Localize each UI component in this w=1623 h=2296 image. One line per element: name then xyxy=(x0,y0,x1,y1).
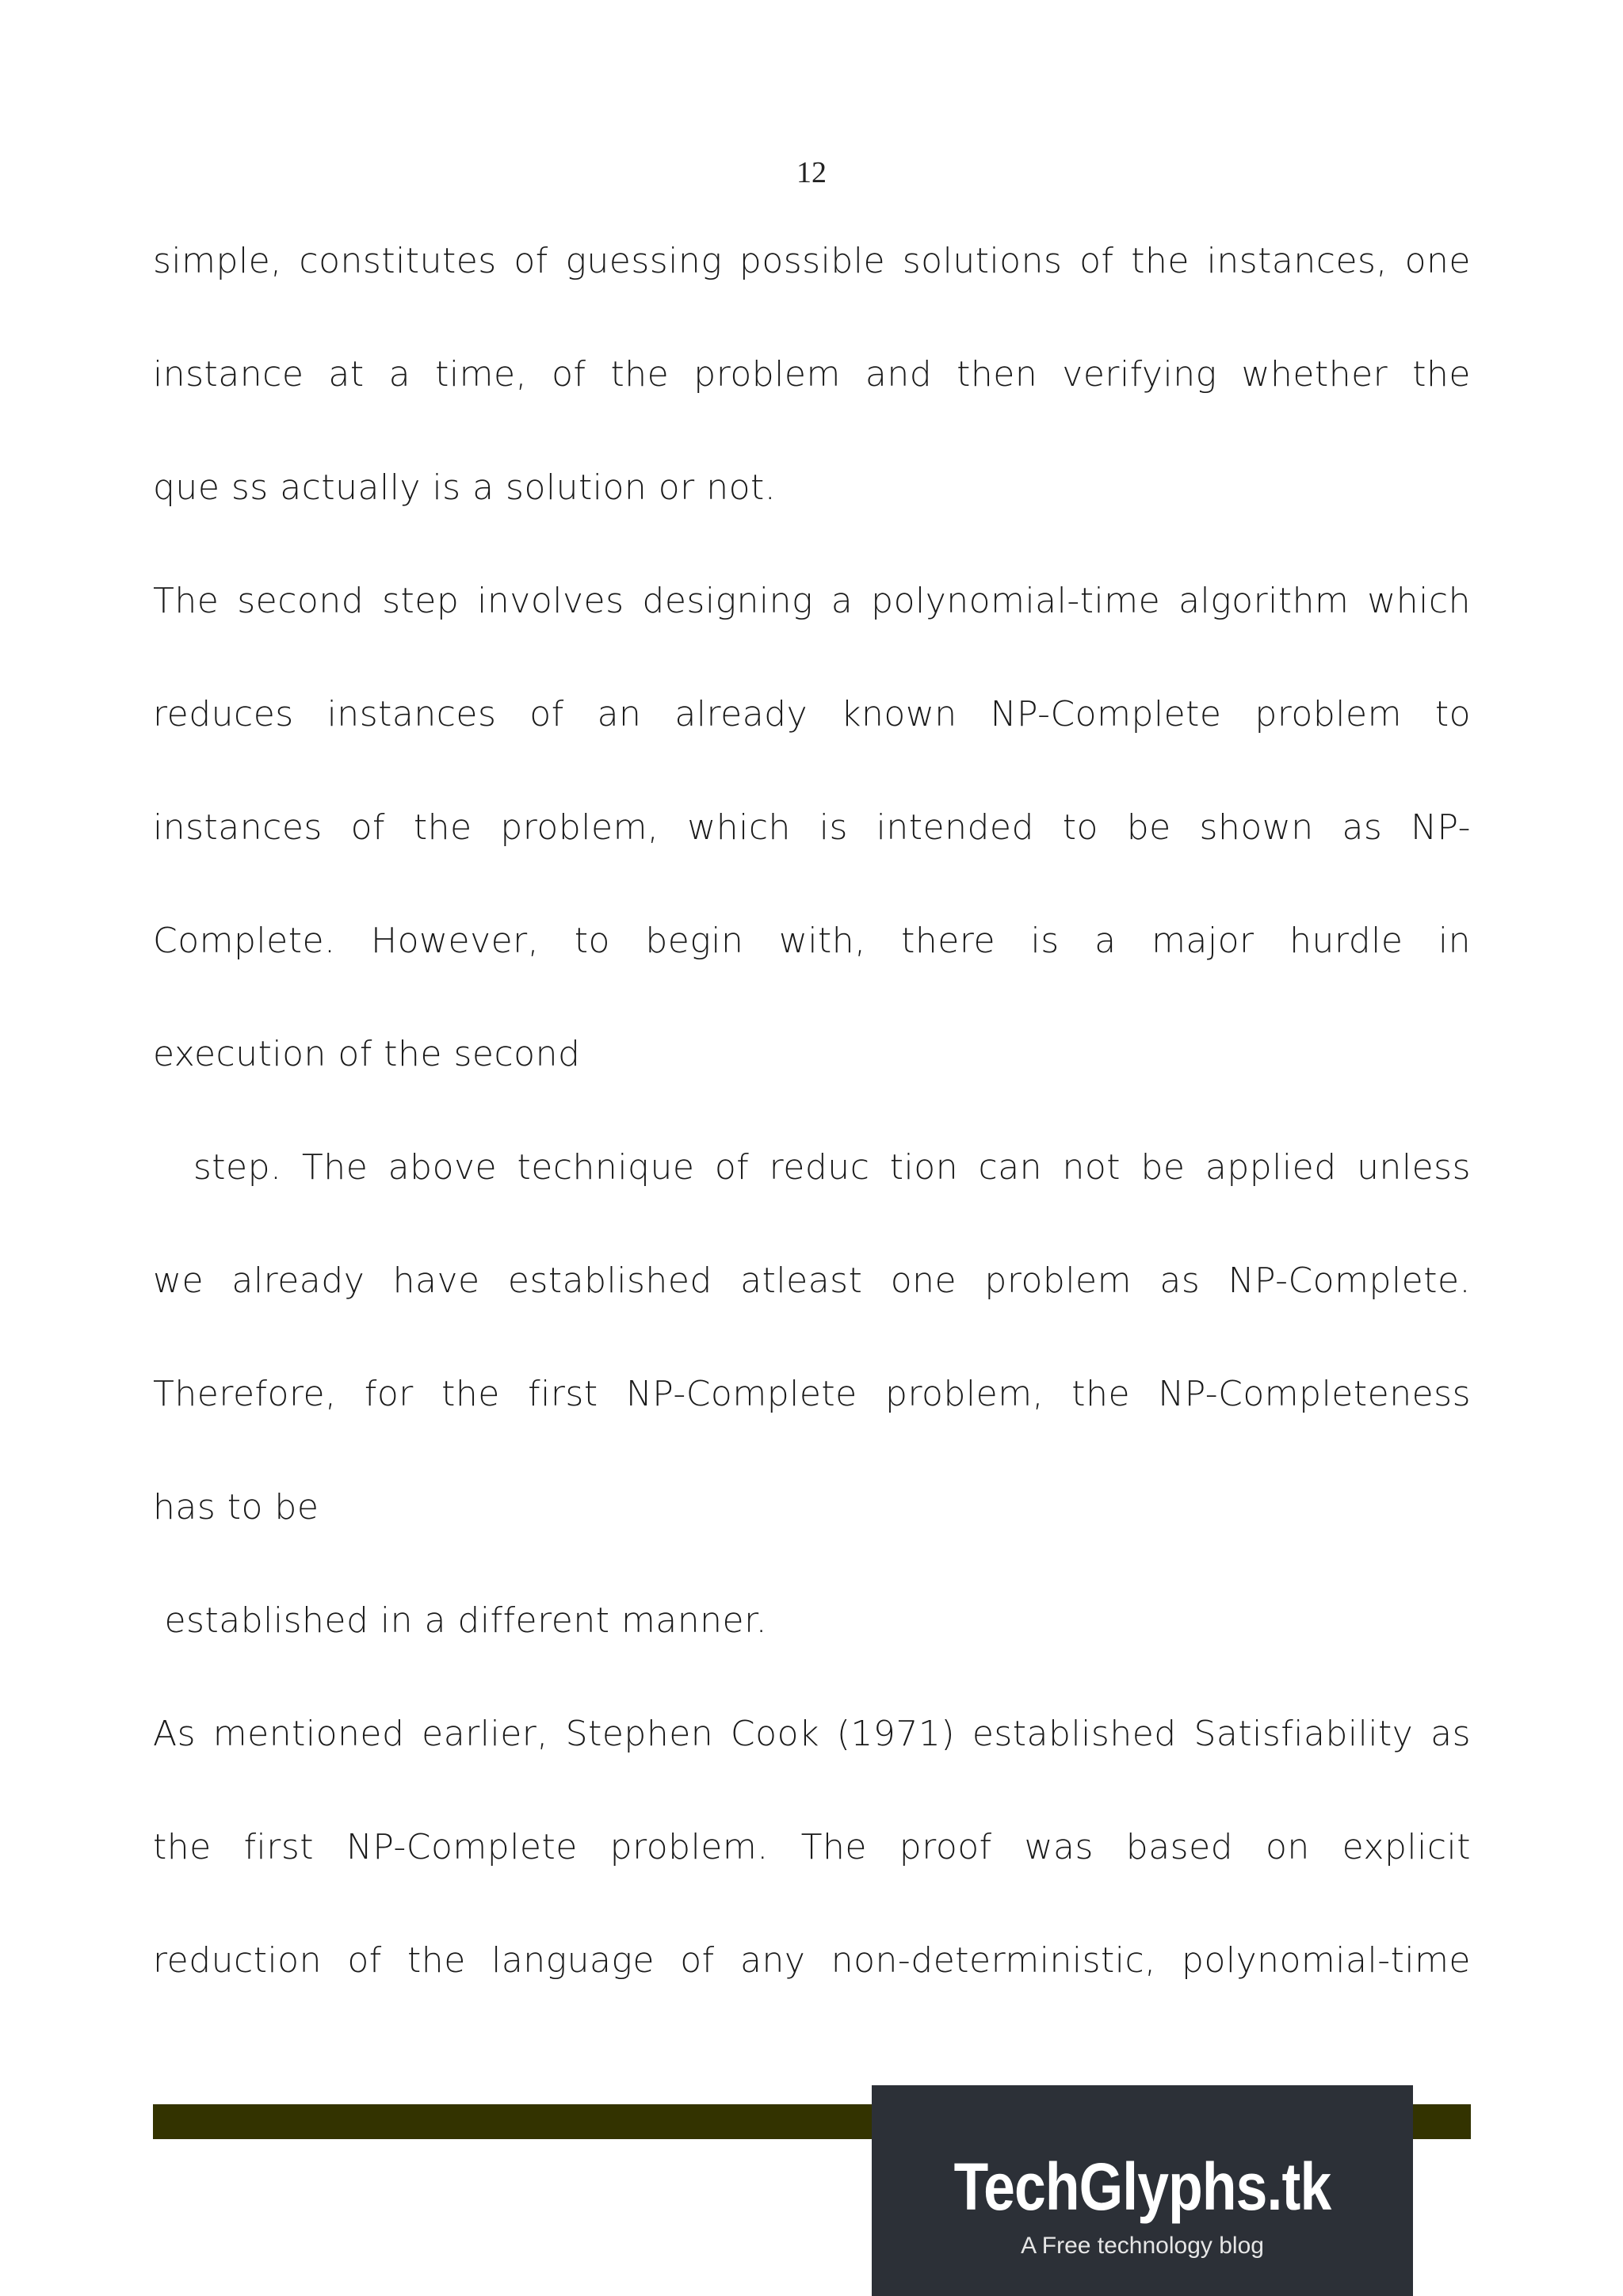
text-line: reduction of the language of any non-deterministic, polynomial-time xyxy=(153,1940,1471,1981)
watermark-banner[interactable] xyxy=(872,2085,1413,2296)
text-line: Therefore, for the first NP-Complete problem, the NP-Completeness xyxy=(153,1374,1471,1414)
text-line: has to be xyxy=(153,1487,319,1527)
watermark-title: TechGlyphs.tk xyxy=(953,2149,1331,2224)
text-line: instance at a time, of the problem and then verifying whether the xyxy=(153,354,1471,395)
text-line: step. The above technique of reduc tion can not be applied unless xyxy=(153,1147,1471,1188)
text-line: Complete. However, to begin with, there is a major hurdle in xyxy=(153,921,1471,961)
text-line: que ss actually is a solution or not. xyxy=(153,467,777,508)
text-line: reduces instances of an already known NP-Complete problem to xyxy=(153,694,1471,734)
page-number: 12 xyxy=(796,156,827,189)
text-line: the first NP-Complete problem. The proof was based on explicit xyxy=(153,1827,1471,1867)
text-line: As mentioned earlier, Stephen Cook (1971) established Satisfiability as xyxy=(153,1714,1471,1754)
text-line: established in a different manner. xyxy=(153,1600,768,1641)
text-line: we already have established atleast one problem as NP-Complete. xyxy=(153,1261,1471,1301)
text-line: instances of the problem, which is intended to be shown as NP- xyxy=(153,807,1471,848)
text-line: simple, constitutes of guessing possible solutions of the instances, one xyxy=(153,241,1471,281)
text-line: execution of the second xyxy=(153,1034,581,1074)
text-line: The second step involves designing a polynomial-time algorithm which xyxy=(153,581,1471,621)
watermark-subtitle: A Free technology blog xyxy=(1021,2233,1264,2259)
